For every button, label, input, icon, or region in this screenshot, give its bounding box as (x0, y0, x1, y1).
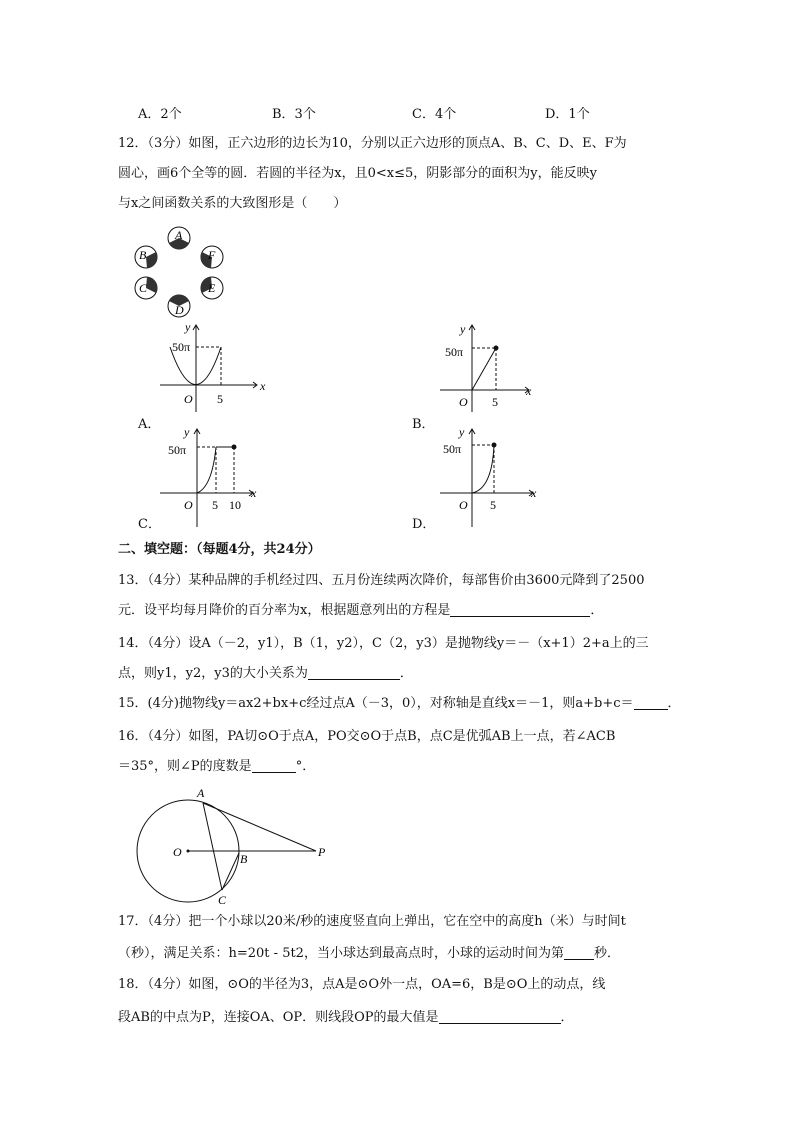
fig-label-c: C (218, 893, 227, 907)
option-a: A．2个 (138, 107, 182, 122)
graph-b-y-tick: 50π (445, 345, 464, 359)
graph-a-x-tick: 5 (217, 392, 223, 406)
q14-line1: 14．（4分）设A（－2，y1），B（1，y2），C（2，y3）是抛物线y＝－（x+1）2+a上的三 (118, 636, 649, 651)
q18-line2-text: 段AB的中点为P，连接OA、OP．则线段OP的最大值是 (118, 1010, 439, 1025)
q14-answer-blank[interactable] (308, 665, 400, 680)
fig-label-a: A (197, 786, 205, 800)
option-c: C．4个 (412, 107, 457, 122)
graph-c-label: C． (138, 517, 161, 532)
q15-end: ． (667, 696, 681, 711)
q13-line2-text: 元．设平均每月降价的百分率为x，根据题意列出的方程是 (118, 603, 451, 618)
graph-d-x-axis-label: x (531, 486, 537, 500)
hex-label-a: A (175, 228, 183, 242)
graph-a-y-tick: 50π (172, 340, 191, 354)
q18-line2 (118, 1008, 574, 1028)
q15-answer-blank[interactable] (634, 695, 668, 710)
q18-end: ． (560, 1010, 574, 1025)
graph-c-y-tick: 50π (168, 443, 187, 457)
graph-d (440, 427, 550, 517)
graph-a-origin: O (184, 392, 193, 406)
graph-c-x-axis-label: x (251, 486, 257, 500)
graph-c-x-tick-10: 10 (229, 498, 241, 512)
q17-line2 (118, 944, 620, 964)
graph-d-y-tick: 50π (443, 442, 462, 456)
graph-c-x-tick-5: 5 (212, 498, 218, 512)
option-d: D．1个 (545, 107, 590, 122)
graph-b-y-axis-label: y (460, 322, 466, 336)
hex-label-f: F (208, 248, 216, 262)
q16-line1: 16．（4分）如图，PA切⊙O于点A，PO交⊙O于点B，点C是优弧AB上一点，若∠ACB (118, 729, 616, 744)
q14-end: ． (399, 666, 413, 681)
q12-line3: 与x之间函数关系的大致图形是（ ） (118, 196, 347, 211)
fig-label-p: P (318, 845, 326, 859)
q16-line2 (118, 757, 315, 777)
graph-b (440, 322, 550, 412)
graph-a-y-axis-label: y (185, 320, 191, 334)
q13-line2 (118, 601, 603, 621)
graph-a (160, 322, 270, 412)
q12-line2: 圆心，画6个全等的圆．若圆的半径为x，且0<x≤5，阴影部分的面积为y，能反映y (118, 166, 597, 181)
hex-label-e: E (208, 281, 216, 295)
graph-b-origin: O (459, 395, 468, 409)
graph-b-x-axis-label: x (526, 384, 532, 398)
q14-line2-text: 点，则y1，y2，y3的大小关系为 (118, 666, 308, 681)
graph-a-label: A． (138, 417, 161, 432)
q13-answer-blank[interactable] (450, 602, 590, 617)
q17-line1: 17．（4分）把一个小球以20米/秒的速度竖直向上弹出，它在空中的高度h（米）与时间t (118, 914, 626, 929)
hex-label-b: B (139, 248, 147, 262)
graph-d-y-axis-label: y (459, 425, 465, 439)
section-heading: 二、填空题：（每题4分，共24分） (118, 542, 321, 557)
q16-answer-blank[interactable] (252, 758, 296, 773)
hexagon-circles-figure (133, 226, 228, 316)
q14-line2 (118, 664, 413, 684)
graph-c-origin: O (184, 498, 193, 512)
fig-label-o: O (173, 845, 182, 859)
option-b: B．3个 (272, 107, 316, 122)
q17-line2-text: （秒），满足关系：h=20t - 5t2，当小球达到最高点时，小球的运动时间为第 (118, 946, 564, 961)
graph-d-label: D． (412, 517, 436, 532)
q15-line (118, 694, 681, 714)
q12-line1: 12．（3分）如图，正六边形的边长为10，分别以正六边形的顶点A、B、C、D、E、F为 (118, 136, 627, 151)
fig-label-b: B (240, 852, 248, 866)
q17-end: 秒． (593, 946, 620, 961)
graph-d-origin: O (459, 498, 468, 512)
q18-answer-blank[interactable] (439, 1009, 561, 1024)
q16-end: °． (295, 759, 316, 774)
q17-answer-blank[interactable] (564, 945, 594, 960)
hex-label-d: D (175, 303, 184, 317)
graph-c-y-axis-label: y (184, 425, 190, 439)
q15-text: 15．(4分)抛物线y＝ax2+bx+c经过点A（－3，0），对称轴是直线x＝－1，则a+b+c＝ (118, 696, 634, 711)
graph-b-label: B． (412, 417, 435, 432)
q13-line1: 13．（4分）某种品牌的手机经过四、五月份连续两次降价，每部售价由3600元降到了2500 (118, 573, 645, 588)
q18-line1: 18．（4分）如图，⊙O的半径为3，点A是⊙O外一点，OA=6，B是⊙O上的动点，线 (118, 977, 606, 992)
q16-line2-text: ＝35°，则∠P的度数是 (118, 759, 252, 774)
tangent-circle-figure (130, 784, 350, 907)
q13-end: ． (590, 603, 604, 618)
graph-b-x-tick: 5 (492, 395, 498, 409)
graph-c (160, 427, 270, 517)
graph-a-x-axis-label: x (260, 379, 266, 393)
hex-label-c: C (139, 281, 148, 295)
graph-d-x-tick: 5 (490, 498, 496, 512)
